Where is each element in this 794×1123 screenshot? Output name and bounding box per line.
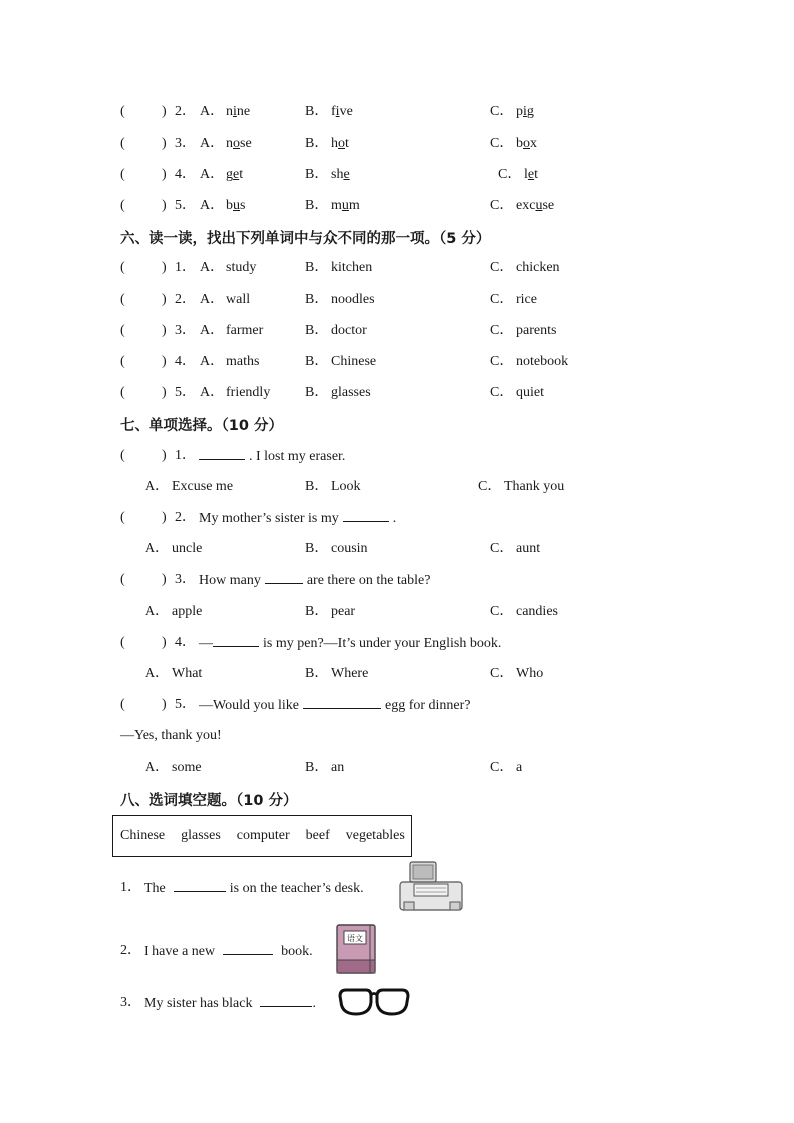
option-b[interactable]: noodles — [331, 292, 375, 307]
word-part: t — [534, 167, 538, 182]
answer-paren-close: ) — [162, 198, 167, 213]
answer-paren-open: ( — [120, 292, 125, 307]
option-label: C． — [490, 136, 514, 151]
option-label: A． — [200, 292, 225, 307]
sentence-number: 2． — [120, 943, 141, 958]
option-label: B． — [305, 354, 329, 369]
answer-blank[interactable] — [303, 694, 381, 709]
answer-paren-close: ) — [162, 167, 167, 182]
word-part: se — [240, 136, 252, 151]
answer-paren-open: ( — [120, 167, 125, 182]
answer-paren-open: ( — [120, 385, 125, 400]
word-part: p — [516, 104, 523, 119]
question-number: 2． — [175, 104, 196, 119]
question-number: 4． — [175, 354, 196, 369]
question-number: 5． — [175, 385, 196, 400]
option-a[interactable]: study — [226, 260, 257, 275]
question-number: 1． — [175, 448, 196, 463]
word-part: f — [331, 104, 336, 119]
word-bank-item: Chinese — [120, 828, 166, 843]
glasses-icon — [338, 986, 410, 1018]
phonics-question-row — [0, 101, 794, 123]
word-part: s — [240, 198, 246, 213]
option-label: A． — [145, 604, 170, 619]
word-bank-item: computer — [236, 828, 290, 843]
word-bank-item: beef — [305, 828, 330, 843]
option-label: C． — [490, 385, 514, 400]
option-label: B． — [305, 479, 329, 494]
answer-paren-open: ( — [120, 323, 125, 338]
option-label: A． — [200, 198, 225, 213]
question-text: How many are there on the table? — [199, 569, 430, 592]
answer-blank[interactable] — [265, 569, 303, 584]
option-label: B． — [305, 136, 329, 151]
question-number: 3． — [175, 323, 196, 338]
option-b[interactable]: kitchen — [331, 260, 373, 275]
option-label: C． — [478, 479, 502, 494]
option-label: C． — [490, 604, 514, 619]
option-a[interactable]: uncle — [172, 541, 203, 556]
option-label: A． — [200, 136, 225, 151]
option-a[interactable]: maths — [226, 354, 260, 369]
option-label: C． — [490, 260, 514, 275]
option-c[interactable] — [516, 195, 554, 217]
option-b[interactable]: Where — [331, 666, 369, 681]
options-row — [0, 601, 794, 623]
odd-one-out-row — [0, 351, 794, 373]
option-a[interactable]: some — [172, 760, 202, 775]
answer-paren-close: ) — [162, 136, 167, 151]
options-row — [0, 538, 794, 560]
option-c[interactable] — [516, 101, 534, 123]
answer-paren-close: ) — [162, 635, 167, 650]
sentence-text: I have a new book. — [144, 940, 313, 963]
answer-blank[interactable] — [174, 877, 226, 892]
option-label: B． — [305, 323, 329, 338]
answer-paren-open: ( — [120, 572, 125, 587]
option-label: B． — [305, 666, 329, 681]
underlined-letter: o — [233, 136, 240, 151]
odd-one-out-row — [0, 289, 794, 311]
word-part: n — [226, 136, 233, 151]
word-part: m — [348, 198, 360, 213]
answer-paren-close: ) — [162, 354, 167, 369]
option-c[interactable]: rice — [516, 292, 537, 307]
option-label: B． — [305, 385, 329, 400]
option-label: B． — [305, 104, 329, 119]
phonics-question-row — [0, 195, 794, 217]
word-part: t — [345, 136, 349, 151]
question-number: 2． — [175, 292, 196, 307]
sentence-text: My sister has black . — [144, 992, 316, 1015]
question-text: — is my pen?—It’s under your English book. — [199, 632, 501, 655]
book-cover-label: 语文 — [347, 934, 363, 943]
underlined-letter: e — [343, 167, 350, 182]
odd-one-out-row — [0, 257, 794, 279]
option-a[interactable] — [226, 195, 245, 217]
sentence-text: The is on the teacher’s desk. — [144, 877, 364, 900]
answer-blank[interactable] — [343, 507, 389, 522]
option-b[interactable] — [331, 164, 350, 186]
underlined-letter: u — [535, 198, 543, 213]
underlined-letter: e — [233, 167, 240, 182]
question-number: 3． — [175, 572, 196, 587]
option-a[interactable] — [226, 133, 252, 155]
underlined-letter: o — [338, 136, 345, 151]
option-label: A． — [145, 479, 170, 494]
answer-paren-open: ( — [120, 510, 125, 525]
option-label: C． — [490, 104, 514, 119]
option-a[interactable]: What — [172, 666, 203, 681]
sentence-number: 3． — [120, 995, 141, 1010]
option-label: A． — [145, 541, 170, 556]
odd-one-out-row — [0, 320, 794, 342]
answer-paren-close: ) — [162, 323, 167, 338]
word-bank-item: vegetables — [345, 828, 405, 843]
answer-paren-open: ( — [120, 260, 125, 275]
option-label: C． — [490, 760, 514, 775]
word-part: ne — [236, 104, 251, 119]
option-a[interactable] — [226, 101, 250, 123]
option-label: C． — [498, 167, 522, 182]
underlined-letter: u — [341, 198, 349, 213]
word-part: h — [331, 136, 338, 151]
question-number: 1． — [175, 260, 196, 275]
option-c[interactable] — [516, 133, 537, 155]
options-row — [0, 757, 794, 779]
answer-blank[interactable] — [223, 940, 273, 955]
answer-paren-open: ( — [120, 697, 125, 712]
chinese-book-icon — [334, 922, 380, 976]
option-c[interactable]: Thank you — [504, 479, 565, 494]
question-row — [0, 507, 794, 529]
answer-paren-close: ) — [162, 697, 167, 712]
answer-paren-close: ) — [162, 510, 167, 525]
option-c[interactable]: aunt — [516, 541, 541, 556]
option-a[interactable]: wall — [226, 292, 251, 307]
word-part: exc — [516, 198, 536, 213]
option-c[interactable] — [524, 164, 538, 186]
option-label: C． — [490, 323, 514, 338]
word-part: g — [526, 104, 534, 119]
question-row — [0, 445, 794, 467]
option-label: A． — [200, 260, 225, 275]
answer-paren-close: ) — [162, 260, 167, 275]
question-row — [0, 694, 794, 716]
word-bank-item: glasses — [181, 828, 221, 843]
answer-paren-open: ( — [120, 448, 125, 463]
underlined-letter: e — [527, 167, 535, 182]
phonics-question-row — [0, 133, 794, 155]
option-b[interactable]: doctor — [331, 323, 367, 338]
question-number: 4． — [175, 635, 196, 650]
option-b[interactable]: pear — [331, 604, 356, 619]
option-label: A． — [200, 104, 225, 119]
answer-paren-open: ( — [120, 136, 125, 151]
option-label: C． — [490, 541, 514, 556]
question-text: My mother’s sister is my . — [199, 507, 396, 530]
option-label: A． — [200, 385, 225, 400]
question-row — [0, 569, 794, 591]
answer-blank[interactable] — [260, 992, 312, 1007]
word-part: m — [331, 198, 342, 213]
underlined-letter: i — [335, 104, 340, 119]
word-part: x — [530, 136, 537, 151]
option-c[interactable]: Who — [516, 666, 544, 681]
answer-paren-close: ) — [162, 104, 167, 119]
underlined-letter: o — [523, 136, 530, 151]
answer-blank[interactable] — [213, 632, 259, 647]
word-part: se — [542, 198, 555, 213]
option-b[interactable]: glasses — [331, 385, 371, 400]
option-a[interactable] — [226, 164, 243, 186]
option-label: A． — [145, 666, 170, 681]
option-b[interactable] — [331, 133, 349, 155]
question-number: 5． — [175, 697, 196, 712]
option-label: B． — [305, 198, 329, 213]
option-label: A． — [200, 354, 225, 369]
word-part: l — [524, 167, 528, 182]
question-number: 3． — [175, 136, 196, 151]
option-b[interactable]: an — [331, 760, 345, 775]
answer-paren-close: ) — [162, 572, 167, 587]
option-label: B． — [305, 604, 329, 619]
word-part: b — [516, 136, 523, 151]
answer-paren-open: ( — [120, 198, 125, 213]
option-b[interactable] — [331, 101, 353, 123]
option-a[interactable]: farmer — [226, 323, 264, 338]
underlined-letter: u — [233, 198, 240, 213]
answer-paren-close: ) — [162, 448, 167, 463]
option-b[interactable]: Chinese — [331, 354, 377, 369]
underlined-letter: i — [233, 104, 237, 119]
option-label: C． — [490, 198, 514, 213]
option-label: B． — [305, 292, 329, 307]
reply-text: —Yes, thank you! — [120, 728, 222, 743]
word-part: ve — [339, 104, 353, 119]
option-c[interactable]: candies — [516, 604, 558, 619]
option-label: A． — [200, 323, 225, 338]
sentence-number: 1． — [120, 880, 141, 895]
option-label: B． — [305, 541, 329, 556]
question-number: 4． — [175, 167, 196, 182]
word-bank — [112, 815, 412, 857]
answer-paren-close: ) — [162, 385, 167, 400]
answer-paren-open: ( — [120, 635, 125, 650]
word-part: sh — [331, 167, 344, 182]
options-row — [0, 476, 794, 498]
section-6-title: 六、读一读，找出下列单词中与众不同的那一项。（5 分） — [120, 231, 491, 247]
option-c[interactable]: a — [516, 760, 523, 775]
option-a[interactable]: Excuse me — [172, 479, 234, 494]
option-label: C． — [490, 666, 514, 681]
option-b[interactable]: Look — [331, 479, 361, 494]
word-part: b — [226, 198, 233, 213]
underlined-letter: i — [523, 104, 527, 119]
option-label: B． — [305, 260, 329, 275]
fill-sentence — [0, 940, 794, 962]
answer-paren-open: ( — [120, 104, 125, 119]
option-label: B． — [305, 167, 329, 182]
question-number: 2． — [175, 510, 196, 525]
computer-icon — [396, 858, 466, 916]
option-label: A． — [145, 760, 170, 775]
word-part: g — [226, 167, 233, 182]
option-label: C． — [490, 354, 514, 369]
option-b[interactable]: cousin — [331, 541, 368, 556]
section-7-title: 七、单项选择。（10 分） — [120, 418, 283, 434]
option-c[interactable]: parents — [516, 323, 557, 338]
answer-paren-close: ) — [162, 292, 167, 307]
question-row — [0, 632, 794, 654]
option-c[interactable]: notebook — [516, 354, 569, 369]
option-c[interactable]: quiet — [516, 385, 544, 400]
option-label: C． — [490, 292, 514, 307]
phonics-question-row — [0, 164, 794, 186]
option-label: B． — [305, 760, 329, 775]
answer-blank[interactable] — [199, 445, 245, 460]
question-number: 5． — [175, 198, 196, 213]
word-part: n — [226, 104, 233, 119]
answer-paren-open: ( — [120, 354, 125, 369]
options-row — [0, 663, 794, 685]
question-text: . I lost my eraser. — [199, 445, 345, 468]
option-b[interactable] — [331, 195, 360, 217]
section-8-title: 八、选词填空题。（10 分） — [120, 793, 298, 809]
option-c[interactable]: chicken — [516, 260, 560, 275]
odd-one-out-row — [0, 382, 794, 404]
word-part: t — [239, 167, 244, 182]
option-label: A． — [200, 167, 225, 182]
question-text: —Would you like egg for dinner? — [199, 694, 471, 717]
option-a[interactable]: friendly — [226, 385, 271, 400]
option-a[interactable]: apple — [172, 604, 203, 619]
question-reply — [0, 725, 794, 747]
